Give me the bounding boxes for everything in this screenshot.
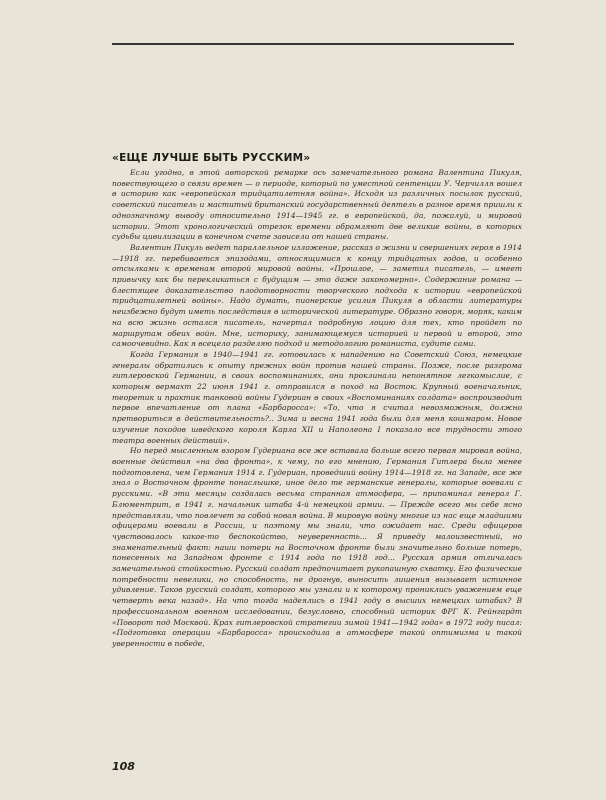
paragraph: Но перед мысленным взором Гудериана все же вставала больше всего первая мировая война, военные действия «на два фронта», к чему, по его мнению, Германия Гитлера была менее подготовлена, чем Германия 1914 г. Гудериан, проведший войну 1914—1918 гг. на Западе, все же знал о Восточном фронте понаслышке, иное дело те германские генералы, которые воевали с русскими. «В эти месяцы создалась весьма странная атмосфера, — припоминал генерал Г. Блюментрит, в 1941 г. начальник штаба 4-й немецкой армии. — Прежде всего мы себе ясно представляли, что повлечет за собой новая война. В мировую войну многие из нас еще младшими офицерами воевали в России, и поэтому мы знали, что ожидает нас. Среди офицеров чувствовалось какое-то беспокойство, неуверенность... Я приведу малоизвестный, но знаменательный факт: наши потери на Восточном фронте были значительно больше потерь, понесенных на Западном фронте с 1914 года по 1918 год... Русская армия отличалась замечательной стойкостью. Русский солдат предпочитает рукопашную схватку. Его физические потребности невелики, но способность, не дрогнув, выносить лишения вызывает истинное удивление. Таков русский солдат, которого мы узнали и к которому прониклись уважением еще четверть века назад». На что тогда надеялись в 1941 году в высших немецких штабах? В профессиональном военном исследовании, безусловно, способный историк ФРГ К. Рейнгардт «Поворот под Москвой. Крах гитлеровской стратегии зимой 1941—1942 года» в 1972 году писал: «Подготовка операции «Барбаросса» происходила в атмосфере такой оптимизма и такой уверенности в победе, xyxy=(112,446,522,648)
paragraph: Валентин Пикуль ведет параллельное изложение, рассказ о жизни и свершениях героя в 1914—1918 гг. перебивается эпизодами, относящимися к концу тридцатых годов, и особенно отсылками к временам второй мировой войны. «Прошлое, — заметил писатель, — имеет привычку как бы перекликаться с будущим — это даже закономерно». Содержание романа — блестящее доказательство плодотворности творческого подхода к истории «европейской тридцатилетней войны». Надо думать, пионерские усилия Пикуля в области литературы неизбежно будут иметь последствия в исторической литературе. Образно говоря, моряк, каким на всю жизнь остался писатель, начертал подробную лоцию для тех, кто пройдет по маршрутам обеих войн. Мне, историку, занимающемуся историей и первой и второй, это самоочевидно. Как я всецело разделяю подход и методологию романиста, судите сами. xyxy=(112,242,522,349)
body-text xyxy=(112,168,522,650)
paragraph: Если угодно, в этой авторской ремарке ось замечательного романа Валентина Пикуля, повествующего о связи времен — о периоде, который по уместной сентенции У. Черчилля вошел в историю как «европейская тридцатилетняя война». Исходя из различных посылок русский, советский писатель и маститый британский государственный деятель в разное время пришли к однозначному выводу относительно 1914—1945 гг. в европейской, да, пожалуй, и мировой истории. Этот хронологический отрезок времени обрамляют две великие войны, в которых судьбы цивилизации в конечном счете зависели от нашей страны. xyxy=(112,168,522,242)
top-rule xyxy=(112,43,514,45)
section-heading: «ЕЩЕ ЛУЧШЕ БЫТЬ РУССКИМ» xyxy=(112,152,311,164)
page-number: 108 xyxy=(112,760,135,773)
paragraph: Когда Германия в 1940—1941 гг. готовилась к нападению на Советский Союз, немецкие генералы обратились к опыту прежних войн против нашей страны. Позже, после разгрома гитлеровской Германии, в своих воспоминаниях, они проклинали непонятное легкомыслие, с которым вермахт 22 июня 1941 г. отправился в поход на Восток. Крупный военачальник, теоретик и практик танковой войны Гудериан в своих «Воспоминаниях солдата» воспроизводит первое впечатление от плана «Барбаросса»: «То, что я считал невозможным, должно претвориться в действительность?.. Зима и весна 1941 года были для меня кошмаром. Новое изучение походов шведского короля Карла XII и Наполеона I показало все трудности этого театра военных действий». xyxy=(112,349,522,445)
